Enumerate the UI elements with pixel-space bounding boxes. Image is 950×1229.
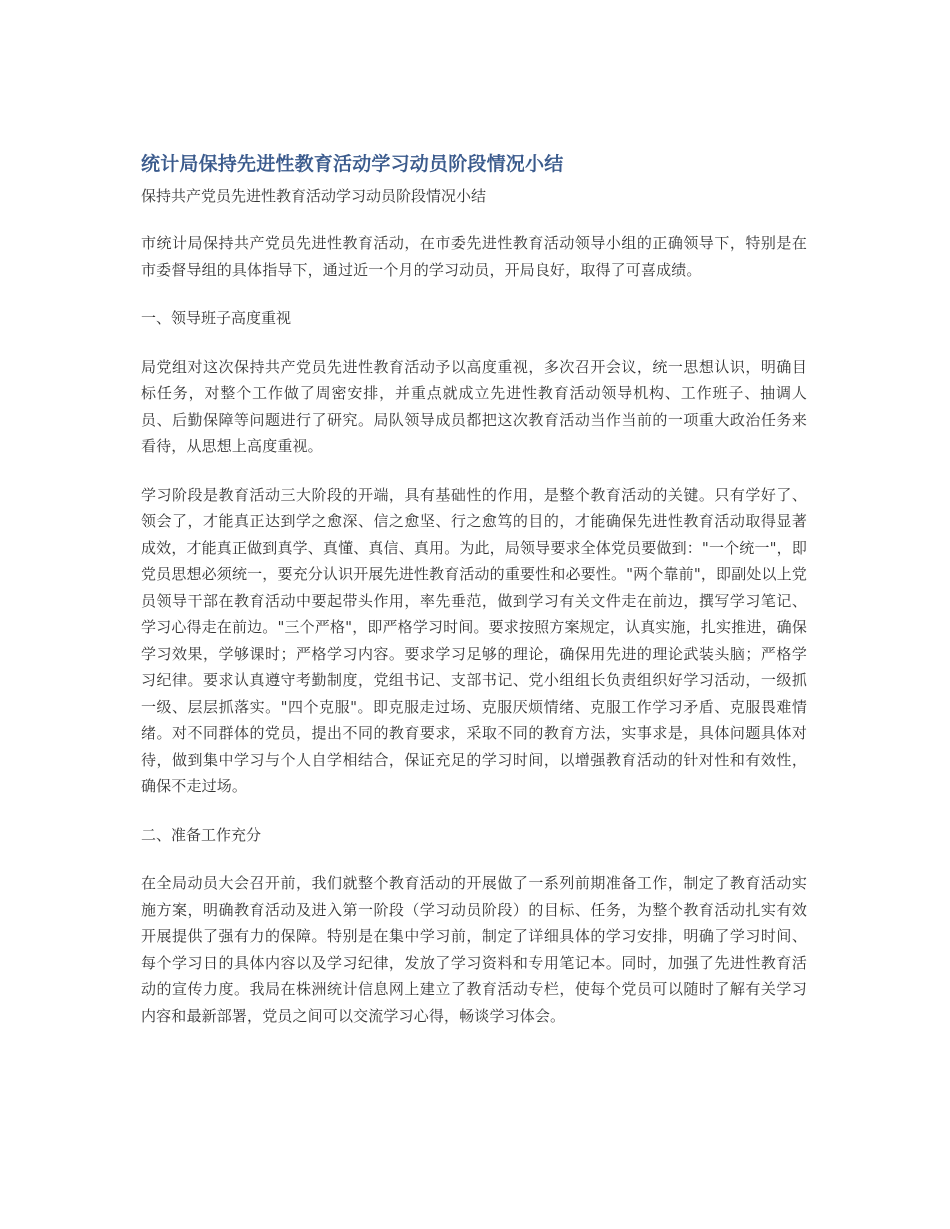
- section-2-heading: 二、准备工作充分: [141, 825, 262, 844]
- intro-paragraph: 市统计局保持共产党员先进性教育活动，在市委先进性教育活动领导小组的正确领导下，特别是在市委督导组的具体指导下，通过近一个月的学习动员，开局良好，取得了可喜成绩。: [141, 234, 807, 279]
- section-1-paragraph-1: 局党组对这次保持共产党员先进性教育活动予以高度重视，多次召开会议，统一思想认识，明确目标任务，对整个工作做了周密安排，并重点就成立先进性教育活动领导机构、工作班子、抽调人员、后勤保障等问题进行了研究。局队领导成员都把这次教育活动当作当前的一项重大政治任务来看待，从思想上高度重视。: [141, 357, 807, 455]
- document-subtitle: 保持共产党员先进性教育活动学习动员阶段情况小结: [141, 187, 487, 205]
- section-1-heading: 一、领导班子高度重视: [141, 309, 292, 327]
- section-2-paragraph-1: 在全局动员大会召开前，我们就整个教育活动的开展做了一系列前期准备工作，制定了教育活动实施方案，明确教育活动及进入第一阶段（学习动员阶段）的目标、任务，为整个教育活动扎实有效开展提供了强有力的保障。特别是在集中学习前，制定了详细具体的学习安排，明确了学习时间、每个学习日的具体内容以及学习纪律，发放了学习资料和专用笔记本。同时，加强了先进性教育活动的宣传力度。我局在株洲统计信息网上建立了教育活动专栏，使每个党员可以随时了解有关学习内容和最新部署，党员之间可以交流学习心得，畅谈学习体会。: [141, 874, 807, 1025]
- document-page: [141, 150, 807, 1029]
- document-title: 统计局保持先进性教育活动学习动员阶段情况小结: [141, 153, 564, 175]
- section-1-paragraph-2: 学习阶段是教育活动三大阶段的开端，具有基础性的作用，是整个教育活动的关键。只有学好了、领会了，才能真正达到学之愈深、信之愈坚、行之愈笃的目的，才能确保先进性教育活动取得显著成效，才能真正做到真学、真懂、真信、真用。为此，局领导要求全体党员要做到："一个统一"，即党员思想必须统一，要充分认识开展先进性教育活动的重要性和必要性。"两个靠前"，即副处以上党员领导干部在教育活动中要起带头作用，率先垂范，做到学习有关文件走在前边，撰写学习笔记、学习心得走在前边。"三个严格"，即严格学习时间。要求按照方案规定，认真实施，扎实推进，确保学习效果，学够课时；严格学习内容。要求学习足够的理论，确保用先进的理论武装头脑；严格学习纪律。要求认真遵守考勤制度，党组书记、支部书记、党小组组长负责组织好学习活动，一级抓一级、层层抓落实。"四个克服"。即克服走过场、克服厌烦情绪、克服工作学习矛盾、克服畏难情绪。对不同群体的党员，提出不同的教育要求，采取不同的教育方法，实事求是，具体问题具体对待，做到集中学习与个人自学相结合，保证充足的学习时间，以增强教育活动的针对性和有效性，确保不走过场。: [141, 485, 807, 795]
